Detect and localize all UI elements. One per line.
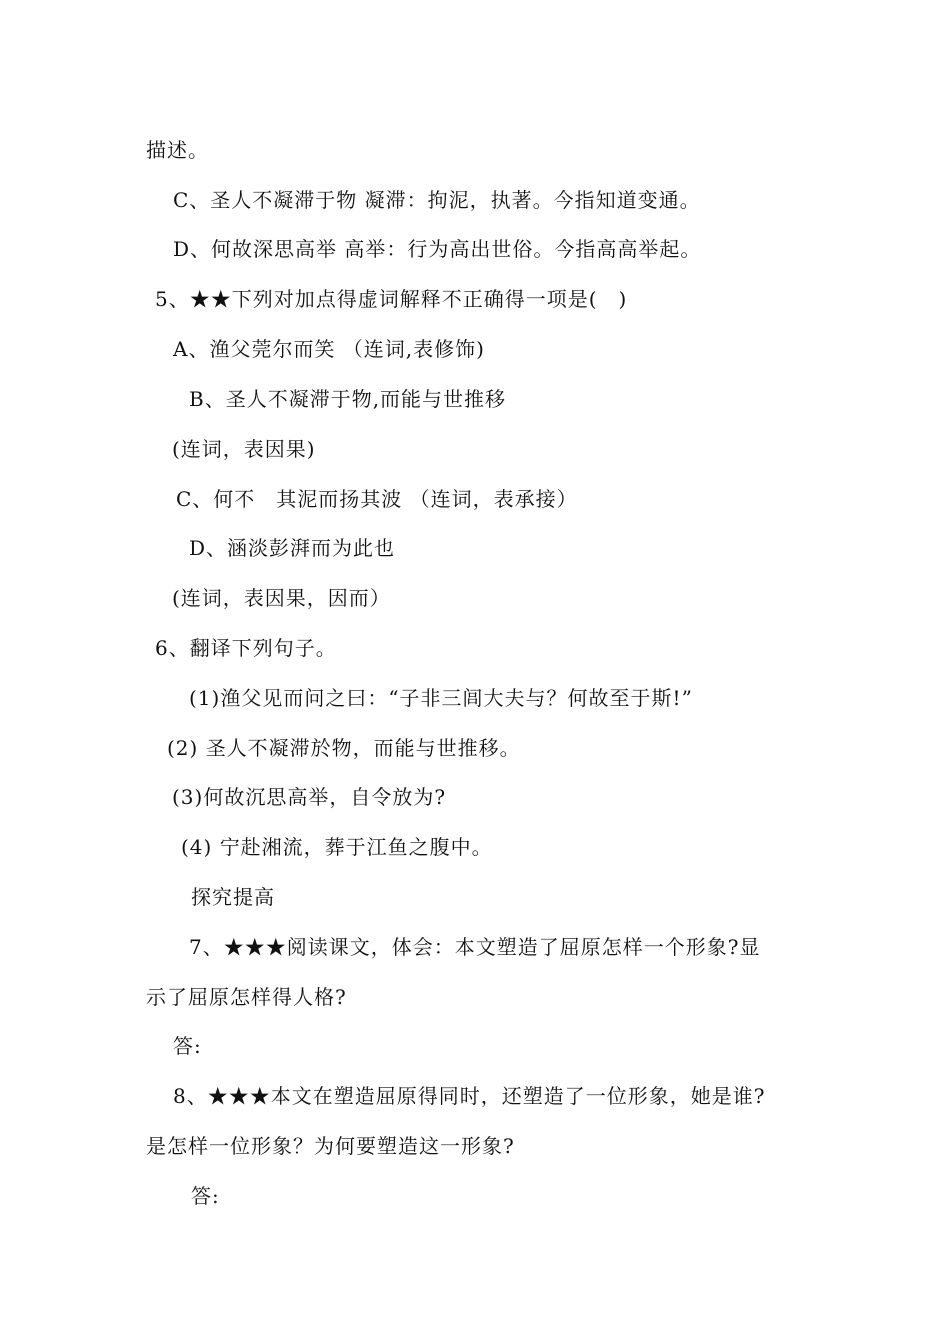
- question-8-continued: 是怎样一位形象？为何要塑造这一形象?: [146, 1134, 515, 1158]
- sentence-2: (2) 圣人不凝滞於物，而能与世推移。: [167, 736, 521, 760]
- question-7: 7、★★★阅读课文，体会：本文塑造了屈原怎样一个形象?显: [189, 935, 761, 959]
- section-heading: 探究提高: [191, 885, 275, 909]
- answer-7-label: 答:: [173, 1034, 202, 1058]
- sentence-1: (1)渔父见而问之曰：“子非三闾大夫与？何故至于斯!”: [189, 686, 693, 710]
- sentence-4: (4) 宁赴湘流，葬于江鱼之腹中。: [181, 835, 493, 859]
- option-d-note: (连词，表因果，因而）: [172, 586, 391, 610]
- text-line-2: C、圣人不凝滞于物 凝滞：拘泥，执著。今指知道变通。: [173, 188, 701, 212]
- question-5: 5、★★下列对加点得虚词解释不正确得一项是( ): [155, 287, 628, 311]
- option-d: D、涵淡彭湃而为此也: [189, 536, 396, 560]
- option-a: A、渔父莞尔而笑 （连词,表修饰): [173, 337, 485, 361]
- answer-8-label: 答:: [191, 1184, 220, 1208]
- option-b: B、圣人不凝滞于物,而能与世推移: [189, 387, 507, 411]
- text-line-3: D、何故深思高举 高举：行为高出世俗。今指高高举起。: [173, 237, 702, 261]
- question-7-continued: 示了屈原怎样得人格?: [146, 985, 347, 1009]
- question-8: 8、★★★本文在塑造屈原得同时，还塑造了一位形象，她是谁?: [173, 1084, 766, 1108]
- text-line-1: 描述。: [146, 138, 209, 162]
- option-b-note: (连词，表因果): [172, 437, 316, 461]
- option-c: C、何不 其泥而扬其波 （连词，表承接）: [176, 487, 578, 511]
- sentence-3: (3)何故沉思高举，自令放为?: [172, 785, 447, 809]
- question-6: 6、翻译下列句子。: [155, 636, 337, 660]
